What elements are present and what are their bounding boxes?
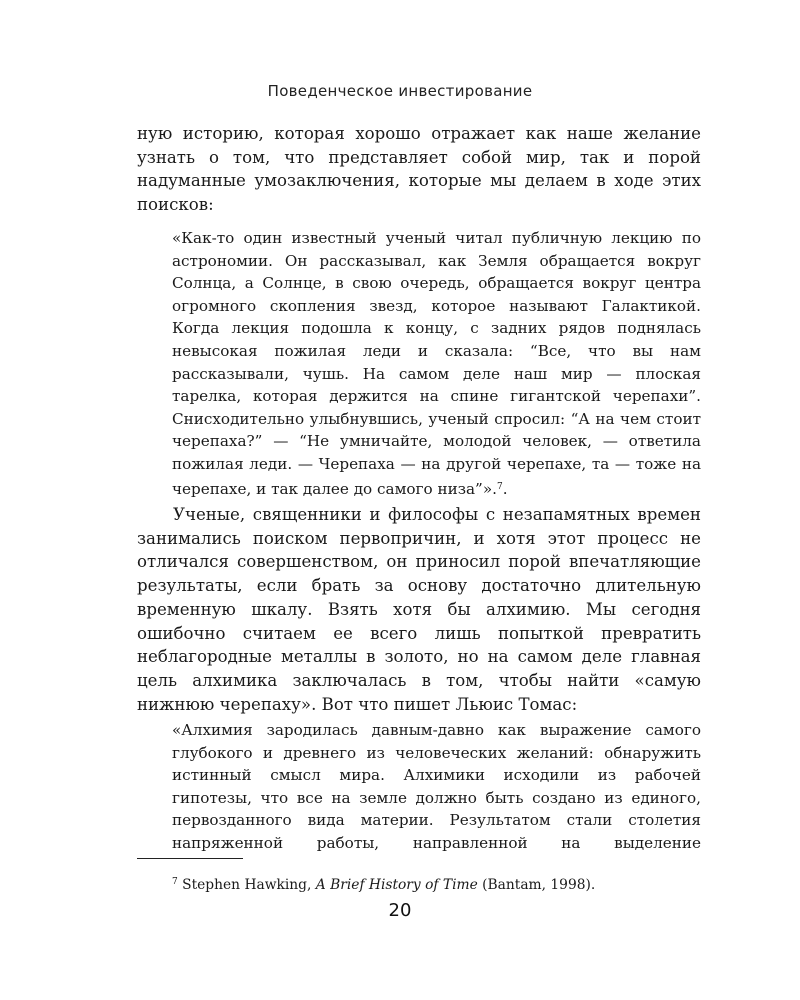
block-quote-alchemy: «Алхимия зародилась давным-давно как выражение самого глубокого и древнего из человеческих желаний: обнаружить истинный смысл мира. Алхимики исходили из рабочей гипотезы, что все на земле должно быть создано из единого, первозданного вида материи. Результатом стали столетия напряженной работы, направленной на выделение	[172, 721, 701, 852]
footnote-reference: 7	[496, 481, 503, 492]
footnote-publisher: (Bantam, 1998).	[482, 877, 596, 893]
page-number: 20	[388, 900, 412, 921]
paragraph-continuation: ную историю, которая хорошо отражает как наше желание узнать о том, что представляет собой мир, так и порой надуманные умозаключения, которые мы делаем в ходе этих поисков:	[137, 124, 701, 215]
footnote-book-title: A Brief History of Time	[315, 877, 478, 893]
block-quote-astronomy: «Как-то один известный ученый читал публичную лекцию по астрономии. Он рассказывал, как Земля обращается вокруг Солнца, а Солнце, в свою очередь, обращается вокруг центра огромного скопления звезд, которое называют Галактикой. Когда лекция подошла к концу, с задних рядов поднялась невысокая пожилая леди и сказала: “Все, что вы нам рассказывали, чушь. На самом деле наш мир — плоская тарелка, которая держится на спине гигантской черепахи”. Снисходительно улыбнувшись, ученый спросил: “А на чем стоит черепаха?” — “Не умничайте, молодой человек, — ответила пожилая леди. — Черепаха — на другой черепахе, та — тоже на черепахе, и так далее до самого низа”».$^7$.	[172, 229, 701, 498]
footnote	[172, 872, 595, 895]
footnote-divider	[137, 858, 243, 859]
running-header: Поведенческое инвестирование	[267, 82, 533, 100]
footnote-number: 7	[172, 877, 178, 887]
paragraph-alchemy: Ученые, священники и философы с незапамятных времен занимались поиском первопричин, и хотя этот процесс не отличался совершенством, он приносил порой впечатляющие результаты, если брать за основу достаточно длительную временную шкалу. Взять хотя бы алхимию. Мы сегодня ошибочно считаем ее всего лишь попыткой превратить неблагородные металлы в золото, но на самом деле главная цель алхимика заключалась в том, чтобы найти «самую нижнюю черепаху». Вот что пишет Льюис Томас:	[137, 505, 701, 714]
quote-text: «Как-то один известный ученый читал публичную лекцию по астрономии. Он рассказывал, как Земля обращается вокруг Солнца, а Солнце, в свою очередь, обращается вокруг центра огромного скопления звезд, которое называют Галактикой. Когда лекция подошла к концу, с задних рядов поднялась невысокая пожилая леди и сказала: “Все, что вы нам рассказывали, чушь. На самом деле наш мир — плоская тарелка, которая держится на спине гигантской черепахи”. Снисходительно улыбнувшись, ученый спросил: “А на чем стоит черепаха?” — “Не умничайте, молодой человек, — ответила пожилая леди. — Черепаха — на другой черепахе, та — тоже на черепахе, и так далее до самого низа”».	[172, 229, 701, 498]
footnote-author: Stephen Hawking,	[182, 877, 312, 893]
